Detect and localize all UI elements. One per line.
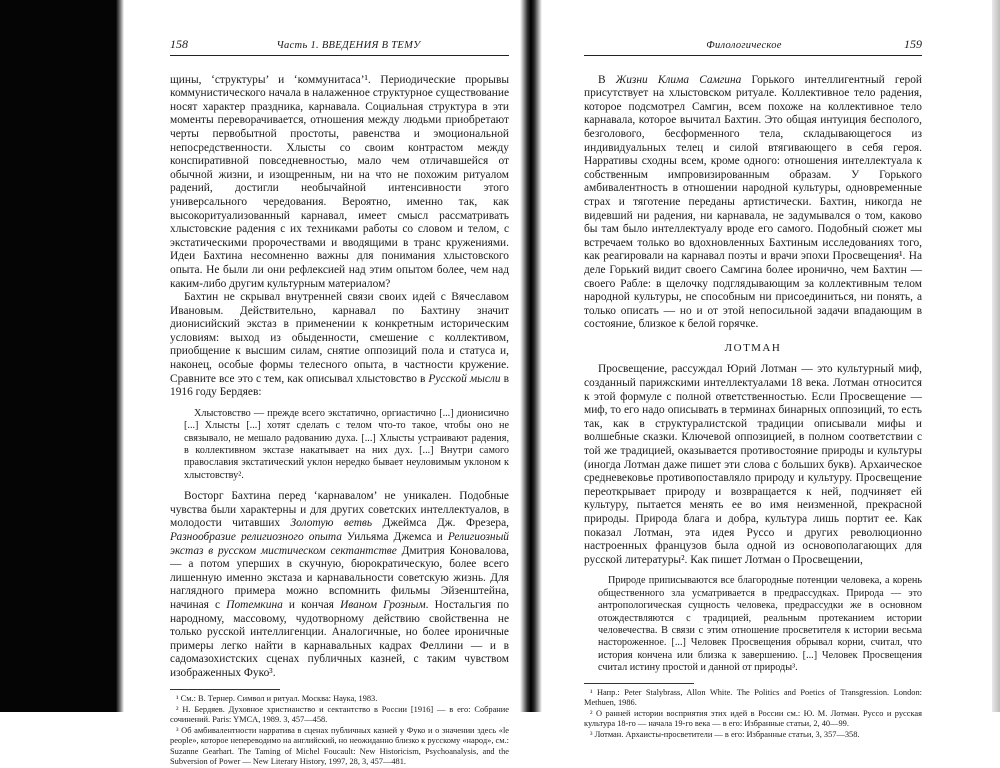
left-page-number: 158 [170,37,188,51]
left-footnote-rule [170,689,280,690]
right-footnote-rule [584,683,694,684]
right-running-title: Филологическое [706,40,782,51]
right-page-number: 159 [904,37,922,51]
left-footnotes [170,694,509,767]
left-page [170,38,509,768]
footnote-3: ³ Об амбивалентности нарратива в сценах публичных казней у Фуко и о значении здесь «le people», которое непереводимо на английский, но неожиданно близко к русскому «народ», см.: Suzanne Gearhart. The Taming of Michel Foucault: New Historicism, Psychoanalysis, and the Subversion of Power — New Literary History, 1997, 28, 3, 457—481. [170,726,509,766]
book-gutter [520,0,542,712]
right-paragraph-1: В Жизни Клима Самгина Горького интеллигентный герой присутствует на хлыстовском ритуале. Коллективное тело радения, которое подсмотрел Самгин, всем похоже на коллективное тело карнавала, которое вычитал Бахтин. Это общая интуиция бесполого, безголового, бесформенного тела, складывающегося из индивидуальных телец и силой втягивающего в себя героя. Нарративы сходны всем, кроме одного: отношения интеллектуала к собственным импровизированным образам. У Горького амбивалентность в отношении народной культуры, одновременные страх и тяготение переданы артистически. Бахтин, никогда не видевший ни радения, ни карнавала, не задумывался о том, каково бы там было интеллектуалу вроде его самого. Подобный сюжет мы встречаем только во вдохновленных Бахтиным исследованиях того, как реагировали на карнавал поэты и врачи эпохи Просвещения¹. На деле Горький видит своего Самгина более иронично, чем Бахтин — своего Рабле: в щелочку подглядывающим за коллективным телом народной культуры, не способным ни присоединиться, ни понять, а только описать — но и от этой непосильной задачи впадающим в состояние, близкое к белой горячке. [584,73,922,331]
footnote-3: ³ Лотман. Архаисты-просветители — в его: Избранные статьи, 3, 357—358. [590,730,860,740]
left-running-head [170,38,509,56]
footnote-1: ¹ Напр.: Peter Stalybrass, Allon White. The Politics and Poetics of Transgression. London: Methuen, 1986. [584,687,922,707]
scan-dark-edge [0,0,118,712]
scan-right-edge [992,0,1000,712]
footnote-1: ¹ См.: В. Тернер. Символ и ритуал. Москва: Наука, 1983. [176,693,378,703]
right-page [584,38,922,742]
right-paragraph-2: Просвещение, рассуждал Юрий Лотман — это культурный миф, созданный парижскими интеллектуалами 18 века. Лотман относится к этой формуле с полной ответственностью. Если Просвещение — миф, то его надо описывать в терминах бинарных оппозиций, то есть так, как в структуралистской традиции описывали мифы и волшебные сказки. Ключевой оппозицией, в полном соответствии с той же традицией, оказывается противостояние природы и культуры (иногда Лотман даже пишет эти слова с больших букв). Архаическое средневековье противопоставляло природу и культуру. Просвещение переоткрывает природу и возвращается к ней, подчиняет ей культуру, пытается менять ее во имя неизменной, прекрасной природы. Природа блага и добра, культура лишь портит ее. Как показал Лотман, эта идея Руссо и других революционно настроенных французов была одной из основополагающих для русской литературы². Как пишет Лотман о Просвещении, [584,363,922,566]
right-footnotes [584,688,922,741]
left-paragraph-1: щины, ‘структуры’ и ‘коммунитаса’¹. Периодические прорывы коммунистического начала в налаженное структурное существование носят характер праздника, карнавала. Социальная структура в эти моменты переворачивается, отношения между людьми приобретают черты первобытной простоты, равенства и эмоциональной непосредственности. Хлысты со своим контрастом между конспиративной повседневностью, мало чем отличавшейся от обычной жизни, и изощренным, ни на что не похожим ритуалом радений, достигли необычайной интенсивности этого универсального чередования. Вероятно, именно так, как высокоритуализованный карнавал, имеет смысл рассматривать хлыстовские радения с их техниками работы со словом и телом, с экстатическими пророчествами и вводящими в транс кружениями. Идеи Бахтина несомненно важны для понимания хлыстовского опыта. Не были ли они рефлексией над этим опытом более, чем над каким-либо другим культурным материалом? [170,73,509,290]
left-running-title: Часть 1. ВВЕДЕНИЯ В ТЕМУ [276,40,421,51]
footnote-2: ² О ранней истории восприятия этих идей в России см.: Ю. М. Лотман. Руссо и русская культура 18-го — начала 19-го века — в его: Избранные статьи, 2, 40—99. [584,709,922,729]
left-block-quote: Хлыстовство — прежде всего экстатично, оргиастично [...] дионисично [...] Хлысты [...] хотят сделать с телом что-то такое, чтобы оно не связывало, не мешало радованию духа. [...] Хлысты устраивают радения, в коллективном экстазе накатывает на них дух. [...] Внутри самого православия экстатический уклон нередко бывает неуловимым уклоном к хлыстовству². [184,407,509,481]
section-heading-lotman: ЛОТМАН [724,341,782,354]
right-block-quote: Природе приписываются все благородные потенции человека, а корень общественного зла усматривается в предрассудках. Природа — это антропологическая сущность человека, предрассудки же в основном отождествляются с традицией, реальным протеканием истории человечества. В связи с этим отношение просветителя к истории весьма настороженное. [...] Человек Просвещения обрывал корни, считал, что история кончена или близка к завершению. [...] Человек Просвещения считал истину простой и данной от природы³. [598,575,922,674]
right-running-head [584,38,922,56]
footnote-2: ² Н. Бердяев. Духовное христианство и сектантство в России [1916] — в его: Собрание сочинений. Paris: YMCA, 1989. 3, 457—458. [170,704,509,724]
left-paragraph-2: Бахтин не скрывал внутренней связи своих идей с Вячеславом Ивановым. Действительно, карнавал по Бахтину значит дионисийский экстаз в применении к конкретным историческим условиям: выход из обыденности, смешение с коллективом, приобщение к высшим силам, снятие оппозиций пола и статуса и, наконец, особые формы телесного опыта, в частности кружение. Сравните все это с тем, как описывал хлыстовство в Русской мысли в 1916 году Бердяев: [170,291,509,399]
left-paragraph-3: Восторг Бахтина перед ‘карнавалом’ не уникален. Подобные чувства были характерны и для других советских интеллектуалов, в молодости читавших Золотую ветвь Джеймса Дж. Фрезера, Разнообразие религиозного опыта Уильяма Джемса и Религиозный экстаз в русском мистическом сектантстве Дмитрия Коновалова, — а потом уперших в скучную, бюрократическую, более всего лишенную именно экстаза и карнавальности советскую жизнь. Для наглядного примера можно вспомнить фильмы Эйзенштейна, начиная с Потемкина и кончая Иваном Грозным. Ностальгия по народному, массовому, чудотворному действию свойственна не только русской интеллигенции. Аналогичные, но более ироничные примеры легко найти в карнавальных кадрах Феллини — и в садомазохистских сценах публичных казней, с таким чувством изображенных Фуко³. [170,490,510,679]
